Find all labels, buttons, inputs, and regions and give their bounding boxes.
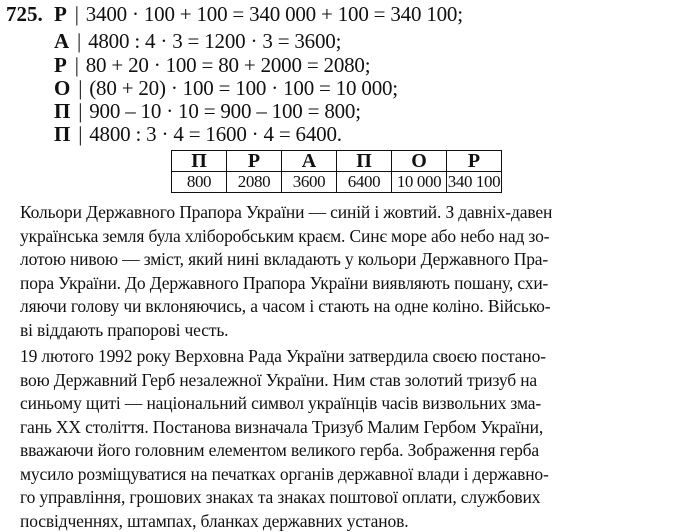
calc-expression: 4800 : 3 · 4 = 1600 · 4 = 6400. bbox=[89, 122, 342, 146]
answer-letters-row bbox=[172, 151, 502, 172]
paragraph-line: вважаючи його головним елементом великого герба. Зображення герба bbox=[20, 440, 540, 460]
paragraph-line: посвідченнях, штампах, бланках державних установ. bbox=[20, 510, 409, 531]
paragraph-line: ві віддають прапорові честь. bbox=[20, 319, 229, 340]
calc-letter: Р bbox=[54, 2, 67, 26]
calc-expression: 900 – 10 · 10 = 900 – 100 = 800; bbox=[89, 99, 361, 123]
answer-letter-cell: Р bbox=[447, 151, 502, 172]
answer-number-cell: 6400 bbox=[337, 172, 392, 193]
calc-letter: П bbox=[54, 99, 71, 123]
answer-letter-cell: П bbox=[172, 151, 227, 172]
calc-line-5: П | 900 – 10 · 10 = 900 – 100 = 800; bbox=[54, 99, 361, 123]
answer-number-cell: 800 bbox=[172, 172, 227, 193]
paragraph-line: 19 лютого 1992 року Верховна Рада України затвердила своєю постано- bbox=[20, 346, 546, 366]
coat-of-arms-paragraph bbox=[20, 345, 684, 532]
calc-line-2: А | 4800 : 4 · 3 = 1200 · 3 = 3600; bbox=[54, 29, 342, 53]
paragraph-line: Кольори Державного Прапора України — синій і жовтий. З давніх-давен bbox=[20, 202, 553, 222]
paragraph-line: вою Державний Герб незалежної України. Ним став золотий тризуб на bbox=[20, 369, 538, 390]
answer-number-cell: 2080 bbox=[227, 172, 282, 193]
calc-line-3: Р | 80 + 20 · 100 = 80 + 2000 = 2080; bbox=[54, 53, 371, 77]
paragraph-line: ляючи голову чи вклоняючись, а часом і стають на одне коліно. Військо- bbox=[20, 296, 551, 316]
answer-number-cell: 340 100 bbox=[447, 172, 501, 191]
paragraph-line: гань XX століття. Постанова визначала Тризуб Малим Гербом України, bbox=[20, 416, 544, 437]
answer-letter-cell: П bbox=[337, 151, 392, 172]
answer-letter-cell: А bbox=[282, 151, 337, 172]
calc-letter: П bbox=[54, 122, 71, 146]
calc-line-4: О | (80 + 20) · 100 = 100 · 100 = 10 000; bbox=[54, 76, 398, 100]
answer-letter-cell: О bbox=[392, 151, 447, 172]
calc-line-6: П | 4800 : 3 · 4 = 1600 · 4 = 6400. bbox=[54, 122, 342, 146]
calc-expression: (80 + 20) · 100 = 100 · 100 = 10 000; bbox=[89, 76, 398, 100]
calc-line-1: Р | 3400 · 100 + 100 = 340 000 + 100 = 340 100; bbox=[54, 2, 463, 26]
answer-number-cell: 3600 bbox=[282, 172, 337, 193]
paragraph-line: пора України. До Державного Прапора України виявляють пошану, схи- bbox=[20, 272, 549, 293]
paragraph-line: го управління, грошових знаках та знаках поштової оплати, службових bbox=[20, 487, 541, 507]
paragraph-line: українська земля була хліборобським краєм. Синє море або небо над зо- bbox=[20, 225, 550, 246]
calc-letter: О bbox=[54, 76, 71, 100]
paragraph-line: лотою нивою — зміст, який нині вкладають у кольори Державного Пра- bbox=[20, 249, 549, 269]
calc-letter: Р bbox=[54, 53, 67, 77]
paragraph-line: синьому щиті — національний символ українців часів визвольних зма- bbox=[20, 393, 542, 413]
calc-expression: 80 + 20 · 100 = 80 + 2000 = 2080; bbox=[85, 53, 371, 77]
calc-expression: 3400 · 100 + 100 = 340 000 + 100 = 340 100; bbox=[85, 2, 463, 26]
answer-letter-cell: Р bbox=[227, 151, 282, 172]
answer-numbers-row bbox=[172, 172, 502, 193]
problem-number: 725. bbox=[6, 2, 43, 26]
answer-number-cell: 10 000 bbox=[392, 172, 447, 193]
paragraph-line: мусило розміщуватися на печатках органів державної влади і державно- bbox=[20, 463, 549, 484]
calc-letter: А bbox=[54, 29, 69, 53]
calc-expression: 4800 : 4 · 3 = 1200 · 3 = 3600; bbox=[88, 29, 342, 53]
flag-paragraph bbox=[20, 201, 684, 342]
answer-table bbox=[171, 150, 502, 193]
